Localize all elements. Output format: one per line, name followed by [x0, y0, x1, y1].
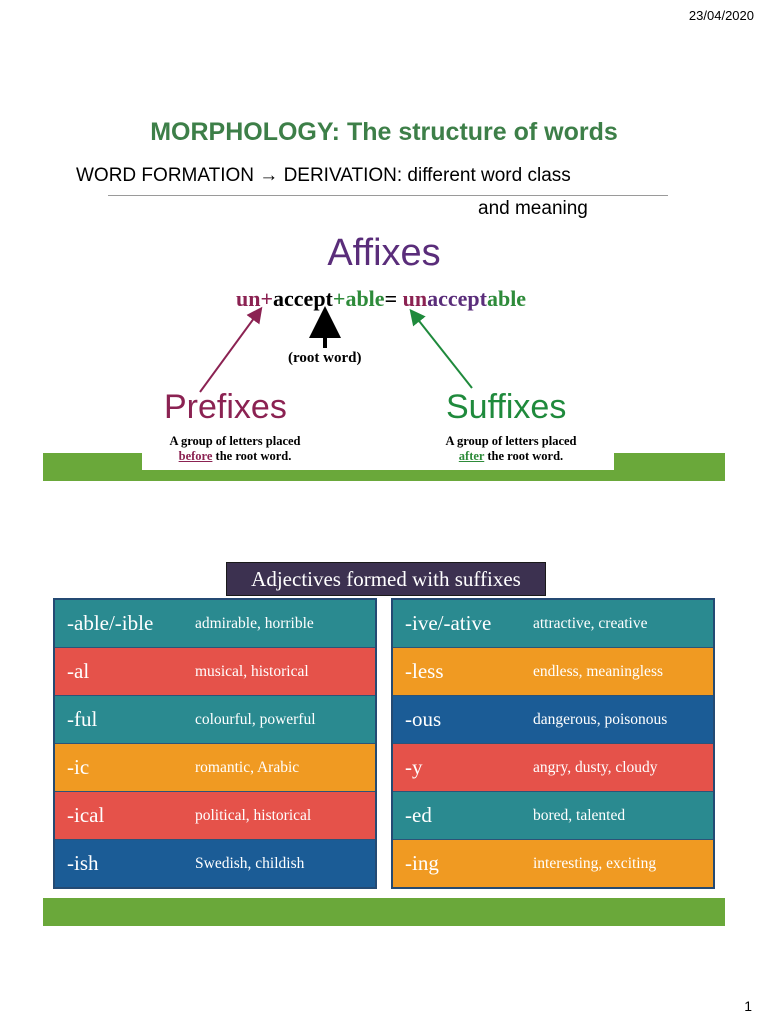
prefixes-label: Prefixes [164, 388, 287, 426]
table-row [55, 744, 375, 792]
examples-cell: romantic, Arabic [195, 759, 300, 776]
slide-subtitle-line1: WORD FORMATION → DERIVATION: different word class [76, 165, 571, 186]
table-row [55, 840, 375, 887]
suffix-desc-rest: the root word. [484, 449, 564, 463]
suffix-table-left [53, 598, 377, 889]
table-row [55, 696, 375, 744]
examples-cell: dangerous, poisonous [533, 711, 668, 728]
table-row [393, 792, 713, 840]
green-divider-bar [43, 898, 725, 926]
formula-root: accept [273, 286, 333, 311]
prefix-desc-rest: the root word. [212, 449, 292, 463]
suffix-cell: -ous [405, 707, 442, 731]
table-row [55, 648, 375, 696]
table-row [393, 600, 713, 648]
affixes-title: Affixes [327, 232, 441, 274]
suffix-cell: -ic [67, 755, 90, 779]
root-word-label: (root word) [288, 350, 362, 366]
suffix-cell: -ive/-ative [405, 611, 492, 635]
suffix-arrow [412, 312, 472, 388]
examples-cell: interesting, exciting [533, 855, 657, 872]
adjectives-heading: Adjectives formed with suffixes [226, 562, 546, 596]
table-row [55, 792, 375, 840]
suffix-cell: -al [67, 659, 90, 683]
suffix-table-right [391, 598, 715, 889]
examples-cell: bored, talented [533, 807, 626, 824]
suffix-description [426, 434, 596, 464]
formula-plus: + [332, 286, 346, 311]
formula-suffix: able [345, 286, 385, 311]
suffix-cell: -able/-ible [67, 611, 154, 635]
date-stamp: 23/04/2020 [688, 8, 754, 23]
table-row [393, 696, 713, 744]
examples-cell: attractive, creative [533, 615, 648, 632]
table-row [55, 600, 375, 648]
suffix-desc-emphasis: after [458, 449, 485, 463]
prefix-description [150, 434, 320, 464]
formula-equals: = [384, 286, 403, 311]
examples-cell: Swedish, childish [195, 855, 305, 872]
prefix-desc-line1: A group of letters placed [169, 434, 301, 448]
result-suffix: able [486, 286, 527, 311]
suffixes-label: Suffixes [446, 388, 567, 426]
suffix-cell: -ed [405, 803, 432, 827]
suffix-cell: -ish [67, 851, 99, 875]
suffix-cell: -ing [405, 851, 439, 875]
suffix-cell: -less [405, 659, 444, 683]
formula-plus: + [260, 286, 274, 311]
examples-cell: colourful, powerful [195, 711, 316, 728]
examples-cell: musical, historical [195, 663, 309, 680]
diagram-arrows [0, 0, 768, 480]
formula-prefix: un [236, 286, 261, 311]
suffix-cell: -ful [67, 707, 98, 731]
prefix-desc-emphasis: before [178, 449, 213, 463]
suffix-cell: -ical [67, 803, 105, 827]
table-row [393, 840, 713, 887]
slide-subtitle-line2: and meaning [478, 198, 588, 219]
result-prefix: un [402, 286, 428, 311]
suffix-desc-line1: A group of letters placed [445, 434, 577, 448]
examples-cell: endless, meaningless [533, 663, 664, 680]
table-row [393, 744, 713, 792]
slide-title: MORPHOLOGY: The structure of words [150, 118, 618, 146]
result-root: accept [427, 286, 487, 311]
examples-cell: angry, dusty, cloudy [533, 759, 658, 776]
page-number: 1 [744, 998, 752, 1014]
prefix-arrow [200, 310, 260, 392]
suffix-cell: -y [405, 755, 423, 779]
examples-cell: political, historical [195, 807, 312, 824]
examples-cell: admirable, horrible [195, 615, 314, 632]
table-row [393, 648, 713, 696]
